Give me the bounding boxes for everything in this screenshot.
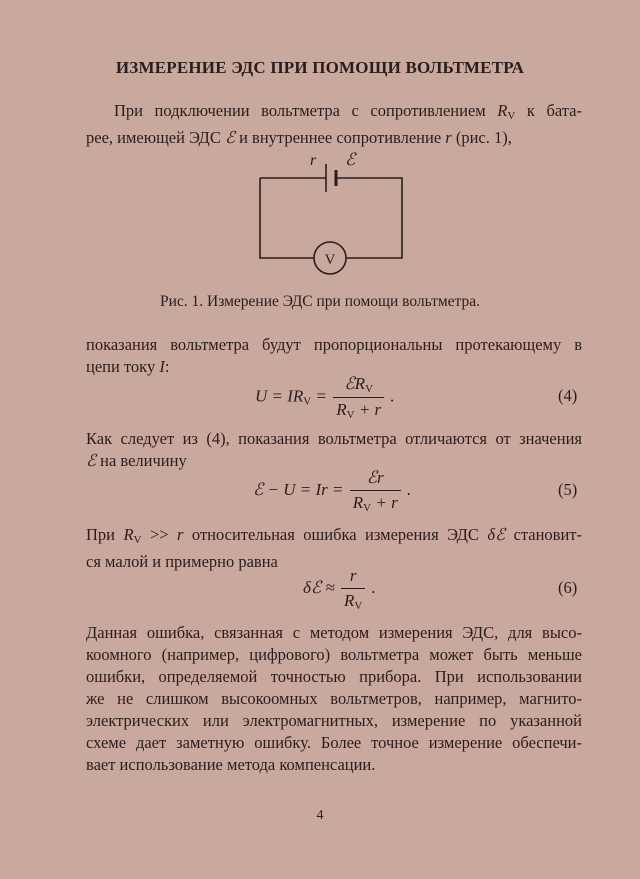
symbol-r: r <box>177 525 184 544</box>
eq4-equals: = <box>311 386 332 406</box>
equation-4-number: (4) <box>558 386 578 405</box>
eq6-period: . <box>367 577 376 597</box>
equation-6 <box>303 566 376 612</box>
eq5-numerator: ℰr <box>350 468 401 491</box>
eq6-fraction <box>341 566 365 612</box>
circuit-diagram <box>0 0 640 290</box>
intro-text: (рис. 1), <box>451 128 512 147</box>
eq6-den-text: R <box>344 591 355 610</box>
figure-caption: Рис. 1. Измерение ЭДС при помощи вольтметра. <box>159 293 481 310</box>
eq5-den-tail: + r <box>371 493 398 512</box>
eq6-lhs: δℰ ≈ <box>303 577 340 597</box>
p4-text: >> <box>141 525 178 544</box>
eq5-lhs: ℰ − U = Ir = <box>253 479 348 499</box>
p2-text: цепи току <box>86 357 160 376</box>
symbol-delta-emf: δℰ <box>487 525 506 544</box>
paragraph-3 <box>86 428 582 472</box>
intro-text: При подключении вольтметра с сопротивлением <box>114 101 498 120</box>
eq4-lhs: U = IR <box>255 386 304 406</box>
p4-text: относительная ошибка измерения ЭДС <box>183 525 488 544</box>
equation-6-number: (6) <box>558 578 578 597</box>
eq6-denominator <box>341 589 365 612</box>
eq4-den-tail: + r <box>354 400 382 419</box>
equation-4 <box>255 374 395 421</box>
intro-text: рее, имеющей ЭДС <box>86 128 225 147</box>
p3-text: на величину <box>96 451 187 470</box>
eq6-numerator: r <box>341 566 365 589</box>
symbol-emf: ℰ <box>224 128 235 147</box>
paragraph-5-line: ошибки, определяемой точностью прибора. При использовании <box>86 667 582 686</box>
voltmeter-label: V <box>324 252 336 268</box>
eq4-lhs-sub: V <box>303 395 312 408</box>
page-number: 4 <box>316 808 324 823</box>
equation-5 <box>253 468 411 514</box>
paragraph-5-line: электрических или электромагнитных, измерение по указанной <box>86 711 582 730</box>
eq4-numerator <box>333 374 384 398</box>
paragraph-5 <box>86 622 582 776</box>
subscript-V: V <box>133 534 142 546</box>
r-label: r <box>310 152 317 169</box>
eq4-num-text: ℰR <box>344 374 366 393</box>
symbol-R: R <box>497 101 508 120</box>
circuit-wire-left <box>260 178 314 258</box>
paragraph-5-line: же не слишком высокоомных вольтметров, например, магнито- <box>86 689 582 708</box>
paragraph-4-line-2: ся малой и примерно равна <box>86 552 278 571</box>
eq5-den-text: R <box>352 493 364 512</box>
eq4-fraction <box>333 374 384 421</box>
symbol-I: I <box>159 357 165 376</box>
page-title: ИЗМЕРЕНИЕ ЭДС ПРИ ПОМОЩИ ВОЛЬТМЕТРА <box>115 58 525 77</box>
symbol-emf: ℰ <box>86 451 96 470</box>
paragraph-2 <box>86 334 582 378</box>
p4-text: При <box>86 525 124 544</box>
eq4-den-text: R <box>336 400 347 419</box>
paragraph-5-line: вает использование метода компенсации. <box>86 755 376 774</box>
emf-label: ℰ <box>345 150 356 169</box>
eq6-den-sub: V <box>354 600 363 612</box>
paragraph-5-line: схеме дает заметную ошибку. Более точное измерение обеспечи- <box>86 733 582 752</box>
p2-text: : <box>164 357 170 376</box>
paragraph-5-line: коомного (например, цифрового) вольтметра может быть меньше <box>86 645 582 664</box>
subscript-V: V <box>507 110 516 122</box>
eq5-denominator <box>350 491 401 514</box>
circuit-wire-right <box>336 178 402 258</box>
eq5-den-sub: V <box>363 502 372 514</box>
eq5-fraction <box>350 468 401 514</box>
equation-5-number: (5) <box>558 480 578 499</box>
eq4-num-sub: V <box>365 383 374 395</box>
intro-text: и внутреннее сопротивление <box>234 128 446 147</box>
paragraph-2-line-1: показания вольтметра будут пропорциональны протекающему в <box>86 335 582 354</box>
symbol-R: R <box>123 525 134 544</box>
eq4-period: . <box>386 386 395 406</box>
eq5-period: . <box>402 479 412 499</box>
symbol-r: r <box>445 128 452 147</box>
paragraph-5-line: Данная ошибка, связанная с методом измерения ЭДС, для высо- <box>86 623 582 642</box>
p4-text: становит- <box>505 525 582 544</box>
intro-text: к бата- <box>515 101 582 120</box>
paragraph-4-line-1 <box>86 524 582 551</box>
eq4-den-sub: V <box>346 409 355 421</box>
eq4-denominator <box>333 398 384 421</box>
paragraph-3-line-1: Как следует из (4), показания вольтметра отличаются от значения <box>86 429 582 448</box>
